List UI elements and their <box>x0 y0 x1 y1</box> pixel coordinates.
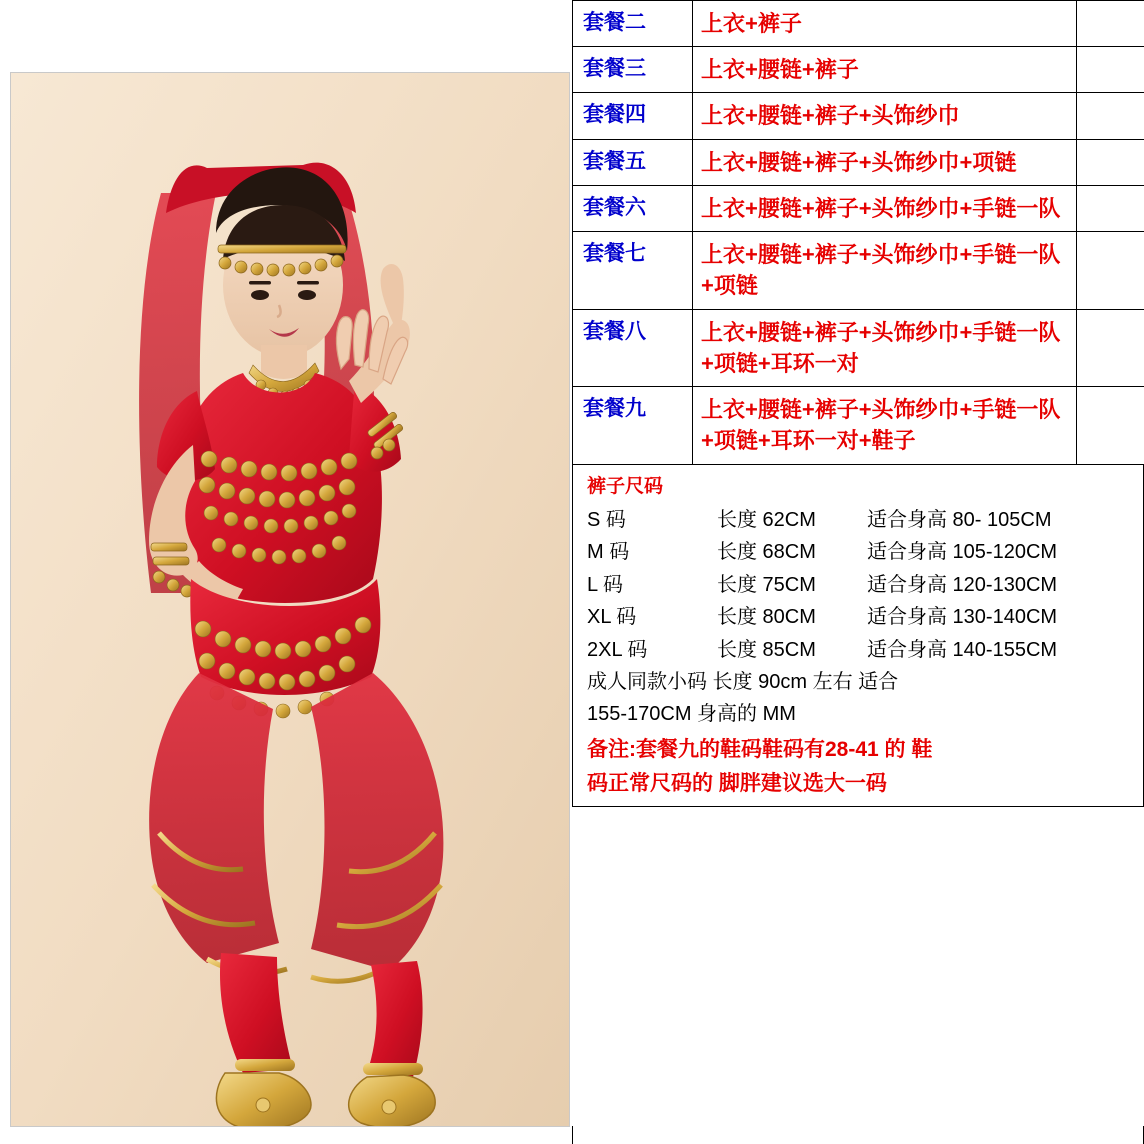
package-extra-cell <box>1077 1 1144 46</box>
size-row <box>587 601 1133 633</box>
size-length: 长度 75CM <box>717 573 816 596</box>
package-extra-cell <box>1077 310 1144 386</box>
size-name: 2XL 码 <box>587 638 648 661</box>
product-photo <box>10 72 570 1127</box>
size-row <box>587 634 1133 666</box>
package-contents: 上衣+腰链+裤子+头饰纱巾+手链一队+项链+耳环一对 <box>693 310 1077 386</box>
package-label: 套餐六 <box>573 186 693 231</box>
size-length: 长度 62CM <box>717 509 816 531</box>
package-contents: 上衣+腰链+裤子+头饰纱巾+手链一队+项链+耳环一对+鞋子 <box>693 387 1077 463</box>
table-row <box>573 310 1144 387</box>
size-length: 长度 80CM <box>717 606 816 629</box>
shoe-size-note-line-2: 码正常尺码的 脚胖建议选大一码 <box>587 771 887 795</box>
model-illustration-svg <box>11 73 570 1127</box>
table-row <box>573 140 1144 186</box>
table-row <box>573 232 1144 309</box>
package-extra-cell <box>1077 186 1144 231</box>
table-row <box>573 186 1144 232</box>
package-table <box>572 0 1144 465</box>
size-row <box>587 536 1133 568</box>
shoe-size-note-line-1: 备注:套餐九的鞋码鞋码有28-41 的 鞋 <box>587 737 933 761</box>
package-label: 套餐二 <box>573 1 693 46</box>
table-row <box>573 387 1144 464</box>
package-label: 套餐九 <box>573 387 693 463</box>
size-name: XL 码 <box>587 606 637 629</box>
size-name: L 码 <box>587 573 623 596</box>
table-row <box>573 47 1144 93</box>
size-height: 适合身高 80- 105CM <box>867 509 1052 531</box>
package-contents: 上衣+腰链+裤子+头饰纱巾+手链一队 <box>693 186 1077 231</box>
package-extra-cell <box>1077 232 1144 308</box>
adult-size-line-1: 成人同款小码 长度 90cm 左右 适合 <box>587 670 899 693</box>
package-label: 套餐五 <box>573 140 693 185</box>
package-extra-cell <box>1077 47 1144 92</box>
adult-size-line-2: 155-170CM 身高的 MM <box>587 703 796 726</box>
size-height: 适合身高 130-140CM <box>867 606 1058 629</box>
size-chart-title: 裤子尺码 <box>587 476 664 497</box>
package-label: 套餐八 <box>573 310 693 386</box>
package-label: 套餐三 <box>573 47 693 92</box>
package-extra-cell <box>1077 387 1144 463</box>
size-row <box>587 569 1133 601</box>
table-row <box>573 93 1144 139</box>
table-bottom-edge <box>572 1126 1144 1144</box>
package-contents: 上衣+腰链+裤子+头饰纱巾+手链一队+项链 <box>693 232 1077 308</box>
package-extra-cell <box>1077 93 1144 138</box>
size-name: S 码 <box>587 509 626 531</box>
size-height: 适合身高 105-120CM <box>867 541 1058 564</box>
package-contents: 上衣+裤子 <box>693 1 1077 46</box>
size-chart <box>572 465 1144 807</box>
size-name: M 码 <box>587 541 630 564</box>
package-extra-cell <box>1077 140 1144 185</box>
size-length: 长度 85CM <box>717 638 816 661</box>
size-height: 适合身高 140-155CM <box>867 638 1058 661</box>
package-contents: 上衣+腰链+裤子+头饰纱巾 <box>693 93 1077 138</box>
package-label: 套餐四 <box>573 93 693 138</box>
size-height: 适合身高 120-130CM <box>867 573 1058 596</box>
package-contents: 上衣+腰链+裤子+头饰纱巾+项链 <box>693 140 1077 185</box>
size-row <box>587 504 1133 536</box>
size-length: 长度 68CM <box>717 541 816 564</box>
product-photo-illustration <box>11 73 569 1126</box>
package-contents: 上衣+腰链+裤子 <box>693 47 1077 92</box>
table-row <box>573 1 1144 47</box>
package-label: 套餐七 <box>573 232 693 308</box>
